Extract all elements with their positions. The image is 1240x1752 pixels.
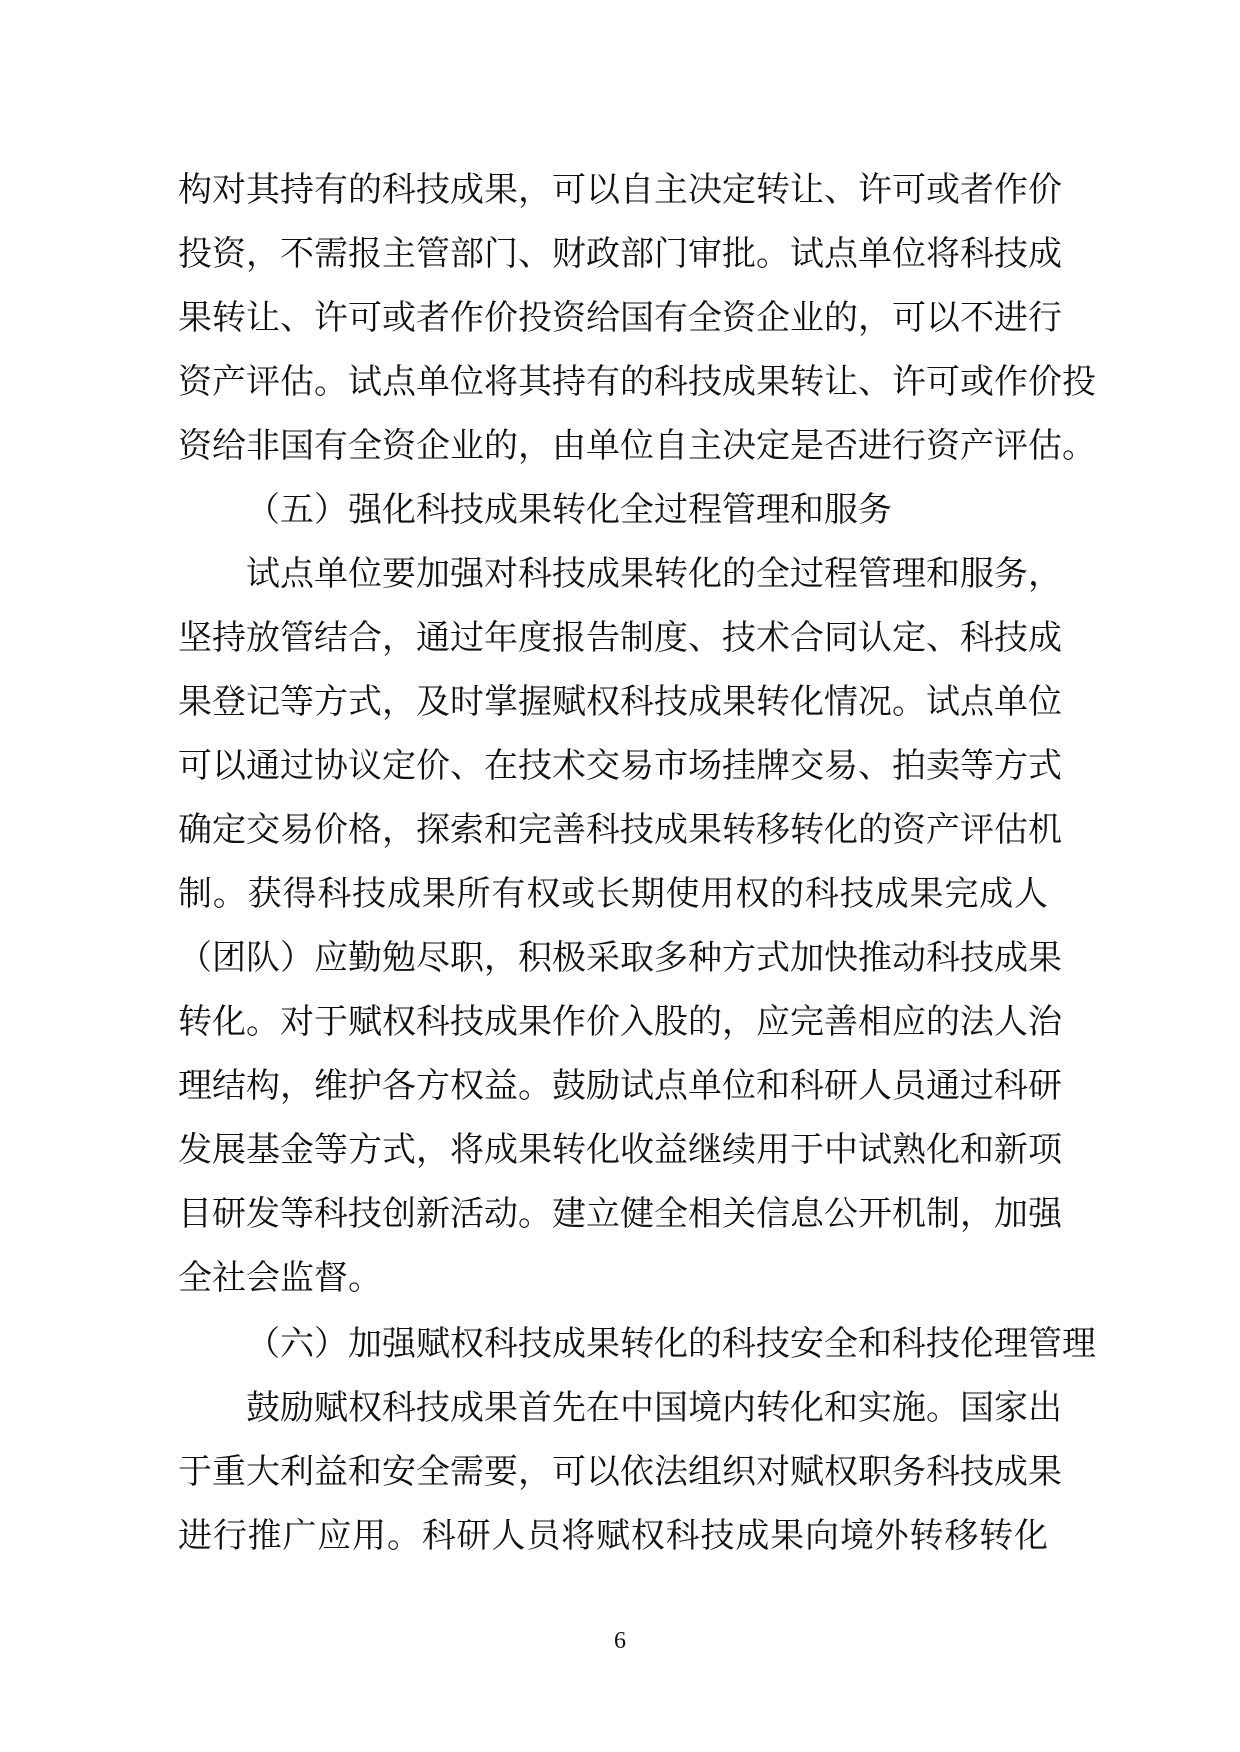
text-line: 资产评估。试点单位将其持有的科技成果转让、许可或作价投 <box>178 362 1096 402</box>
paragraph-section-6 <box>178 1376 1062 1568</box>
text-line: 坚持放管结合，通过年度报告制度、技术合同认定、科技成 <box>178 618 1062 658</box>
text-line: 构对其持有的科技成果，可以自主决定转让、许可或者作价 <box>178 170 1062 210</box>
text-line: 果转让、许可或者作价投资给国有全资企业的，可以不进行 <box>178 298 1062 338</box>
text-line: 确定交易价格，探索和完善科技成果转移转化的资产评估机 <box>178 810 1062 850</box>
text-line: 发展基金等方式，将成果转化收益继续用于中试熟化和新项 <box>178 1130 1062 1170</box>
text-line: 于重大利益和安全需要，可以依法组织对赋权职务科技成果 <box>178 1452 1062 1492</box>
paragraph-section-5 <box>178 542 1062 1310</box>
section-heading-6: （六）加强赋权科技成果转化的科技安全和科技伦理管理 <box>246 1324 1096 1364</box>
text-line: 目研发等科技创新活动。建立健全相关信息公开机制，加强 <box>178 1194 1062 1234</box>
text-line: 鼓励赋权科技成果首先在中国境内转化和实施。国家出 <box>246 1388 1062 1428</box>
text-line: 制。获得科技成果所有权或长期使用权的科技成果完成人 <box>178 874 1048 914</box>
text-line: 全社会监督。 <box>178 1258 382 1298</box>
text-line: 试点单位要加强对科技成果转化的全过程管理和服务， <box>246 554 1062 594</box>
page-number: 6 <box>614 1628 626 1654</box>
text-line: 投资，不需报主管部门、财政部门审批。试点单位将科技成 <box>178 234 1062 274</box>
section-heading-5: （五）强化科技成果转化全过程管理和服务 <box>246 490 892 530</box>
text-line: 果登记等方式，及时掌握赋权科技成果转化情况。试点单位 <box>178 682 1062 722</box>
text-line: 转化。对于赋权科技成果作价入股的，应完善相应的法人治 <box>178 1002 1062 1042</box>
text-line: 进行推广应用。科研人员将赋权科技成果向境外转移转化 <box>178 1516 1048 1556</box>
text-line: 可以通过协议定价、在技术交易市场挂牌交易、拍卖等方式 <box>178 746 1062 786</box>
paragraph-continuation <box>178 158 1096 478</box>
text-line: （团队）应勤勉尽职，积极采取多种方式加快推动科技成果 <box>178 938 1062 978</box>
text-line: 理结构，维护各方权益。鼓励试点单位和科研人员通过科研 <box>178 1066 1062 1106</box>
text-line: 资给非国有全资企业的，由单位自主决定是否进行资产评估。 <box>178 426 1096 466</box>
